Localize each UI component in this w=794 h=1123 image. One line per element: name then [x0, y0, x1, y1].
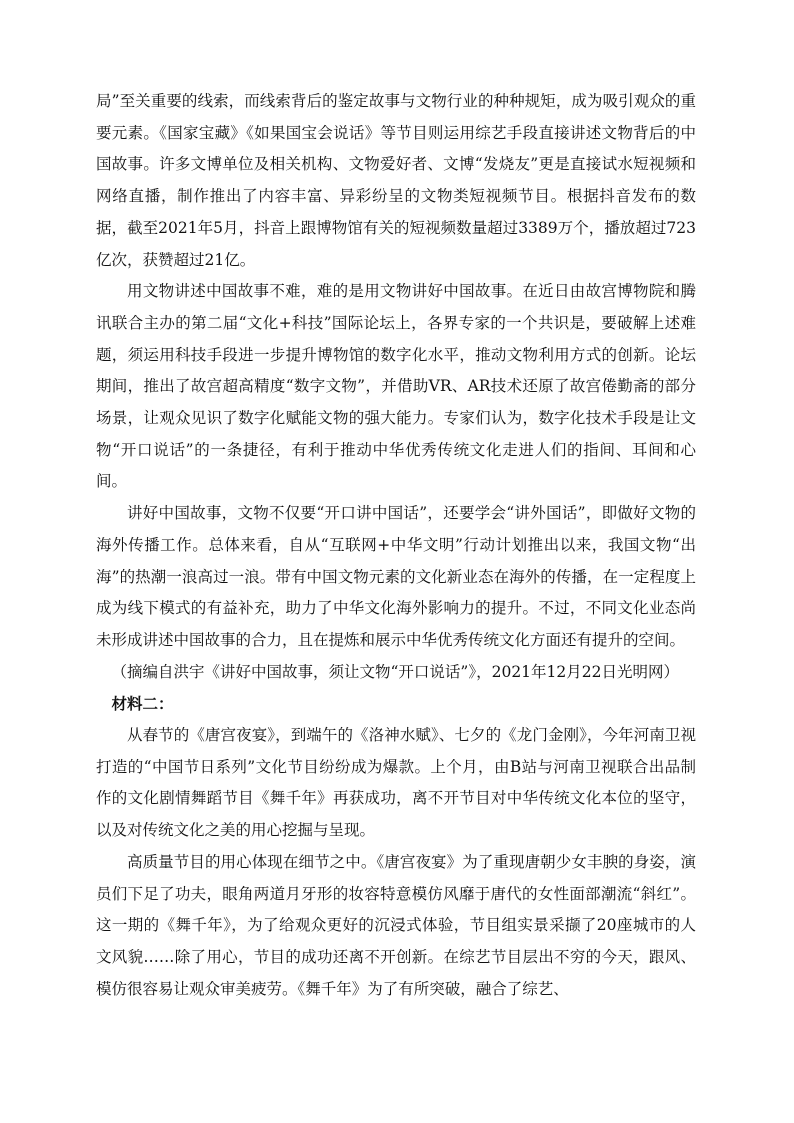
paragraph-continuation: 局”至关重要的线索，而线索背后的鉴定故事与文物行业的种种规矩，成为吸引观众的重要元素。《国家宝藏》《如果国宝会说话》等节目则运用综艺手段直接讲述文物背后的中国故事。许多文博单位及相关机构、文物爱好者、文博“发烧友”更是直接试水短视频和网络直播，制作推出了内容丰富、异彩纷呈的文物类短视频节目。根据抖音发布的数据，截至2021年5月，抖音上跟博物馆有关的短视频数量超过3389万个，播放超过723亿次，获赞超过21亿。 — [96, 92, 696, 269]
source-citation: （摘编自洪宇《讲好中国故事，须让文物“开口说话”》，2021年12月22日光明网） — [111, 662, 679, 681]
material-two-heading: 材料二： — [111, 694, 174, 714]
paragraph-details: 高质量节目的用心体现在细节之中。《唐宫夜宴》为了重现唐朝少女丰腴的身姿，演员们下足了功夫，眼角两道月牙形的妆容特意模仿风靡于唐代的女性面部潮流“斜红”。这一期的《舞千年》，为了给观众更好的沉浸式体验，节目组实景采撷了20座城市的人文风貌……除了用心，节目的成功还离不开创新。在综艺节目层出不穷的今天，跟风、模仿很容易让观众审美疲劳。《舞千年》为了有所突破，融合了综艺、 — [96, 852, 696, 998]
paragraph-digital-tech: 用文物讲述中国故事不难，难的是用文物讲好中国故事。在近日由故宫博物院和腾讯联合主办的第二届“文化+科技”国际论坛上，各界专家的一个共识是，要破解上述难题，须运用科技手段进一步提升博物馆的数字化水平，推动文物利用方式的创新。论坛期间，推出了故宫超高精度“数字文物”，并借助VR、AR技术还原了故宫倦勤斋的部分场景，让观众见识了数字化赋能文物的强大能力。专家们认为，数字化技术手段是让文物“开口说话”的一条捷径，有利于推动中华优秀传统文化走进人们的指间、耳间和心间。 — [96, 282, 696, 491]
paragraph-festival-series: 从春节的《唐宫夜宴》，到端午的《洛神水赋》、七夕的《龙门金刚》，今年河南卫视打造的“中国节日系列”文化节目纷纷成为爆款。上个月，由B站与河南卫视联合出品制作的文化剧情舞蹈节目《舞千年》再获成功，离不开节目对中华传统文化本位的坚守，以及对传统文化之美的用心挖掘与呈现。 — [96, 726, 696, 840]
paragraph-overseas: 讲好中国故事，文物不仅要“开口讲中国话”，还要学会“讲外国话”，即做好文物的海外传播工作。总体来看，自从“互联网+中华文明”行动计划推出以来，我国文物“出海”的热潮一浪高过一浪。带有中国文物元素的文化新业态在海外的传播，在一定程度上成为线下模式的有益补充，助力了中华文化海外影响力的提升。不过，不同文化业态尚未形成讲述中国故事的合力，且在提炼和展示中华优秀传统文化方面还有提升的空间。 — [96, 504, 696, 649]
document-page — [96, 86, 696, 1005]
